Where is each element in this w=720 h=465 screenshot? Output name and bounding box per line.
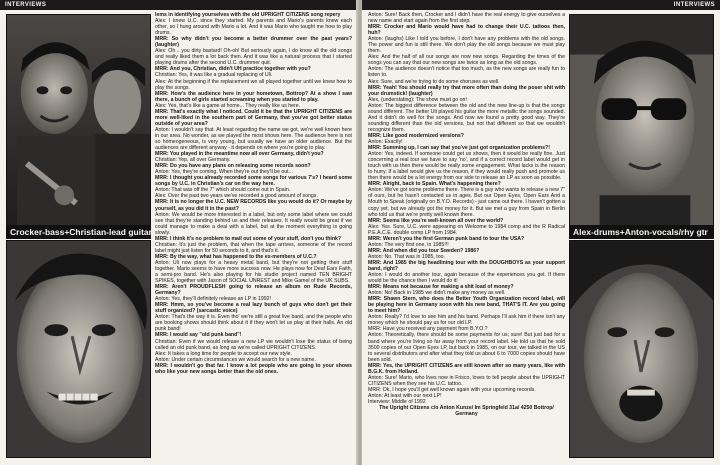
interview-answer: Alex: Yes. Sure, U.C. were appearing on Welcome to 1984 comp and the R Radical P.E.A.C.E. double comp LP from 1984. [368, 223, 565, 236]
interview-question: MRR: By the way, what has happened to the ex-members of U.C.? [155, 253, 317, 260]
interview-question: MRR: Summing up, I can say that you've just got organization problems?! [368, 145, 550, 152]
interview-answer: Anton: Sure! Back then, Crocker and I didn't have the real energy to give ourselves a new name and start again from the first step. [368, 12, 565, 25]
interview-answer: Anton: That's the way it is. Even tho' we're still a great live band, and the people who are booking shows should think about it if they won't let us play at their halls. An old punk band! [155, 314, 352, 333]
interview-question: MRR: It is no longer the U.C. NEW RECORDS like you would do it? Or maybe by yourself, as you did it in the past? [155, 199, 352, 212]
interview-answer: Christian: It's just the problem, that when the tape arrives, someone of the record label might just listen for 50 seconds to it, and that's it. [155, 241, 352, 254]
interview-answer: MRR: Have you received any payment from B.Y.O.? [368, 326, 488, 333]
interview-answer: Alex: At the beginning if the replacement we all played together until we knew how to play the songs. [155, 78, 352, 91]
interview-question: MRR: Do you have any plans on releasing some records soon? [155, 163, 311, 170]
interview-answer: Anton: That was off the 7" which should come out in Spain. [155, 187, 291, 194]
interview-question: MRR: Like good modernized versions? [368, 132, 464, 139]
interview-text-left [155, 12, 352, 460]
interview-answer: Anton: We would be more interested in a label, but only some label where we could see that they're standing behind us and their releases. It really would be great if we could manage to make a deal with a label, but at the moment everything is going slowly. [155, 211, 352, 236]
interview-answer: Anton: I wouldn't say that. At least regarding the name we got, we're well known here in our area. No wonder, as we played the most shows here. The audience here is not so homeogeneous, is very young, but usually we have an older audience. But the audiences are different anyway - it depends on where you're going to play. [155, 126, 352, 152]
interview-answer: Anton: (laughs) Like I told you before, I don't have any problems with the old songs. The power and fun is still there. We don't play the old songs because we must play them. [368, 36, 565, 55]
interview-answer: Anton: Under certain circumstances we would search for a new name. [155, 356, 316, 363]
interview-question: MRR: You played in the meantime now all over Germany, didn't you? [155, 151, 324, 158]
interview-answer: Interview: Middle of 1992 [368, 399, 426, 405]
section-header-right: INTERVIEWS [362, 0, 720, 10]
interview-question: MRR: Aren't PROUDFLESH going to release an album on Rude Records, Germany? [155, 284, 352, 297]
interview-question: MRR: Crocker and Mario would have had to change their U.C. tattoos then, huh? [368, 24, 565, 37]
interview-answer: Anton: No. That was in 1985, too. [368, 253, 445, 260]
interview-question: MRR: Weren't you the first German punk band to tour the USA? [368, 235, 525, 242]
interview-question: MRR: And you, Christian, didn't UH practice together with you? [155, 66, 311, 73]
interview-question: MRR: How's the audience here in your hometown, Bottrop? At a show I saw there, a bunch of girls started screaming when you started to play. [155, 90, 352, 103]
interview-answer: Anton: The biggest difference between the old and the new line-up is that the songs sound different. The better Uli played his guitar the more metallic the songs sounded. And it didn't do well for the songs. And now we found a pretty good way. They're sounding different than the old versions, but not that different so that we wouldn't recognize them. [368, 102, 565, 133]
photo-close-up-face [6, 240, 151, 458]
interview-answer: Alex: And the half of all our songs are now new songs. Regarding the times of the songs you can say that our new songs are twice as long as the old songs. [368, 54, 565, 67]
left-page [0, 0, 358, 465]
interview-answer: Anton: The audience doesn't notice that too much, as the new songs are really fun to listen to. [368, 66, 565, 79]
interview-answer: Anton: The very first one, in 1985!!! [368, 241, 449, 248]
interview-answer: Alex: Sure, and we're trying to do some choruses as well. [368, 78, 500, 85]
interview-question: MRR: I thought you already recorded some songs for various 7's? I heard some songs by U.C. in Christian's car on the way here. [155, 175, 352, 188]
interview-answer: Alex: I knew U.C. since they started. My parents and Mario's parents knew each other, so I hung around with Mario a lot. And it was Mario who taught me how to play drums. [155, 18, 352, 37]
photo-sunglasses-portrait [569, 14, 714, 226]
interview-answer: Christian: Even if we would release a new LP we wouldn't lose the status of being called an old punk band, as long as we're called UPRIGHT CITIZENS. [155, 338, 352, 351]
interview-answer: Anton: Sure! Mario, who lives now in Frisco, loves to tell people about the UPRIGHT CITIZENS when they see his U.C. tattoo. [368, 374, 565, 387]
interview-answer: Alex: It takes a long time for people to accept our new style. [155, 350, 292, 357]
interview-answer: Anton: Uli now plays for a heavy metal band, but they're not getting their stuff together. Mario seems to have more success now. He plays now for Deaf Ears Faith, a semi-pro band. He's also playing for his studio project named TEN BRIGHT SPIKES, together with Jason of SOCIAL UNREST and Mike Gamel of the UK SUBS. [155, 259, 352, 285]
interview-question: MRR: I think it's no problem to mail out some of your stuff, don't you think? [155, 235, 342, 242]
interview-answer: Anton: I would do another tour, again because of the experiences you get. If there would be the chance then I would do it! [368, 272, 565, 285]
interview-question: MRR: So why didn't you become a better drummer over the past years? (laughter) [155, 36, 352, 49]
interview-question: MRR: Alright, back to Spain. What's happening there? [368, 181, 501, 188]
interview-question: MRR: And 1985 the big headlining tour with the DOUGHBOYS as your support band, right? [368, 259, 565, 272]
section-header-left: INTERVIEWS [0, 0, 358, 10]
photo-caption-right: Alex-drums+Anton-vocals/rhy gtr [569, 226, 714, 239]
interview-question: MRR: Shawn Stern, who does the Better Youth Organization record label, will be playing here in Germany soon with his new band, THAT'S IT. Are you going to meet him? [368, 296, 565, 315]
interview-question: MRR: And when did you tour Sweden? 1986? [368, 247, 480, 254]
interview-question: MRR: Seems like you're well-known all over the world? [368, 217, 504, 224]
band-contact-address: The Upright Citizens c/o Anton Kunze/ Im Springfeld 31a/ 4250 Bottrop/ Germany [379, 405, 554, 418]
interview-answer: MRR: Ok, I hope you'll get well known again with your upcoming records. [368, 386, 536, 393]
interview-answer: Christian: Yep, all over Germany. [155, 157, 231, 164]
interview-answer: Anton: We've got some problems there. There is a guy who wants to release a new 7" of ours, but he hasn't contacted us in ages. But our Open Eyes, Open Ears And a Mouth to Speak (originally on B.Y.O. Records) - just came out there. I haven't gotten a copy yet, but we already got the money for it. But we met a guy from Spain in Berlin who told us that we're pretty well known there. [368, 187, 565, 218]
interview-answer: Anton: At least with our next LP! [368, 392, 442, 399]
interview-answer: Anton: Yes, indeed. If someone could get us shows, then it would be really fine. Just concerning a real tour we have to say 'no', and if a correct record label would get in touch with us then there would be really some engagement. What lacks is the reason to hurry. If a label would give us the reason, if they would really push and promote us then there would be a lot energy from our side to release an LP as soon as possible. [368, 151, 565, 182]
interview-question: MRR: Yeah! You should really try that more often than doing the poser shit with your drumstick! (laughter) [368, 84, 565, 97]
interview-answer: Christian: Yes, it was like a gradual replacing of Uli. [155, 72, 273, 79]
photo-caption-left: Crocker-bass+Christian-lead guitar [6, 226, 151, 239]
interview-answer: Alex: Yes, that's like a game at home... They really like us here. [155, 102, 301, 109]
interview-answer: Anton: Yes, they're coming. When they're out they'll be out... [155, 169, 293, 176]
interview-text-right [368, 12, 565, 460]
right-page [362, 0, 720, 465]
photo-shouting-face [569, 240, 714, 458]
interview-question: MRR: I would say "old punk band"! [155, 332, 242, 339]
interview-answer: Alex: Oh... you dirty bastard! Oh-oh! But seriously again, I do know all the old songs and really liked them a lot back then. And it was like a natural process that I started playing drums after the second U.C. drummer quit. [155, 48, 352, 67]
interview-answer: Anton: Theoretically, there should be some payments for us; sure! But just bad for a band where you're living so far away from your record label. He told us that he sold 3500 copies of our Open Eyes LP, but back in 1985, on our tour, we talked in the US to several distributors and after what they told us about 6 to 7000 copies should have been sold. [368, 332, 565, 363]
interview-answer: Alex: Over the past two years we've recorded a good amount of songs. [155, 193, 318, 200]
interview-question: MRR: That's exactly what I noticed. Could it be that the UPRIGHT CITIZENS are more well-liked in the southern part of Germany, that you've got better status outside of your area? [155, 108, 352, 127]
interview-question: MRR: Hmm, so you've become a real lazy bunch of guys who don't get their stuff organized? (sarcastic voice) [155, 302, 352, 315]
interview-question: lems in identifying yourselves with the old UPRIGHT CITIZENS song repery [155, 12, 341, 18]
interview-question: MRR: Means not because for making a shit load of money? [368, 284, 514, 291]
photo-crocker-christian [6, 14, 151, 226]
interview-answer: Anton: No! Back in 1985 we didn't make any money as well. [368, 290, 506, 297]
interview-answer: Anton: Really? I'd love to see him and his band. Perhaps I'll ask him if there isn't any money which he should pay us for our old LP. [368, 314, 565, 327]
interview-answer: Alex, (understating): The show must go on! [368, 96, 467, 103]
interview-question: MRR: I wouldn't go that far. I know a lot people who are going to your shows who like your new songs better than the old ones. [155, 362, 352, 375]
interview-question: MRR: Yes, the UPRIGHT CITIZENS are still known after so many years, like with B.G.K. from Holland. [368, 362, 565, 375]
interview-answer: Anton: Exactly! [368, 138, 403, 145]
interview-answer: Anton: Yes, they'll definitely release an LP in 1992! [155, 296, 271, 303]
